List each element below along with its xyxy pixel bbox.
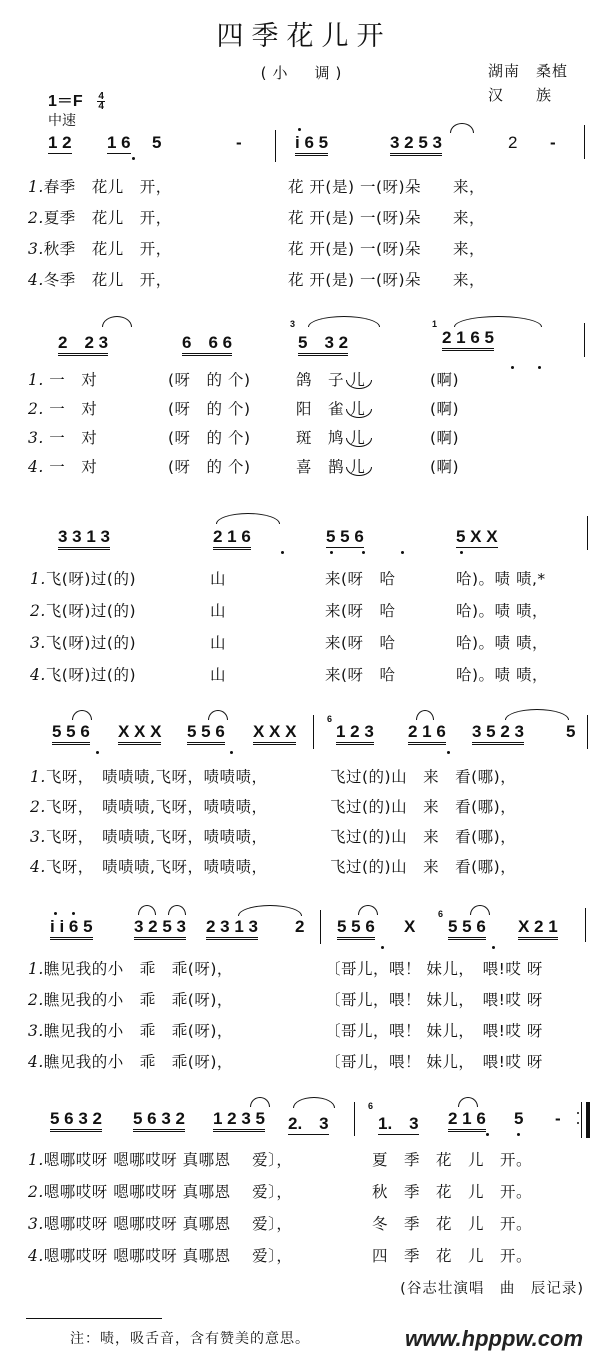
- origin-ethnicity: 汉 族: [488, 86, 553, 104]
- note-group: X X X: [253, 722, 296, 745]
- lyric-text: 哈)。啧 啧，: [456, 602, 548, 620]
- note-group: 1 2 3: [336, 722, 374, 745]
- lyric-text: 飞(呀)过(的): [45, 634, 136, 652]
- grace-note: 6: [438, 909, 444, 919]
- note-group: i 6 5: [295, 133, 328, 156]
- barline: [313, 715, 314, 749]
- lyric-line-4: [30, 663, 136, 685]
- lyric-line-3: [28, 426, 97, 448]
- lyric-text: 飞呀， 啧啧啧,飞呀，啧啧啧，: [45, 858, 268, 876]
- end-repeat-barline: [581, 1102, 590, 1138]
- note-group: 1 6: [107, 133, 131, 152]
- note-group: 3 2 5 3: [390, 133, 442, 156]
- barline: [584, 323, 585, 357]
- lyric-text: 哈)。啧 啧，: [456, 634, 548, 652]
- slur: [358, 905, 378, 915]
- note: 5: [566, 722, 576, 741]
- note-dash: -: [555, 1109, 561, 1128]
- barline: [584, 125, 585, 159]
- lyric-text: 飞呀， 啧啧啧,飞呀，啧啧啧，: [45, 798, 268, 816]
- lyric-text: (呀 的 个): [168, 458, 251, 476]
- note-group: 2 1 6 5: [442, 328, 494, 351]
- barline: [275, 130, 276, 162]
- lyric-text: (啊): [430, 371, 460, 389]
- slur: [72, 710, 92, 720]
- slur: [450, 123, 474, 133]
- barline: [587, 715, 588, 749]
- tempo-marking: 中速: [48, 113, 76, 129]
- lyric-text: 飞(呀)过(的): [45, 602, 136, 620]
- lyric-text: 〔哥儿，喂！ 妹儿， 喂!哎 呀: [325, 960, 543, 978]
- lyric-text: 山: [210, 666, 227, 684]
- verse-number: 4.: [28, 1247, 44, 1265]
- lyric-text: 哈)。啧 啧,*: [456, 570, 546, 588]
- slur: [416, 710, 434, 720]
- slur: [238, 905, 302, 916]
- slur: [208, 710, 228, 720]
- verse-number: 4.: [28, 271, 44, 289]
- lyric-text: 山: [210, 602, 227, 620]
- lyric-text: 〔哥儿，喂！ 妹儿， 喂!哎 呀: [325, 1022, 543, 1040]
- note-group: 5 5 6: [52, 722, 90, 745]
- verse-number: 3.: [30, 634, 46, 652]
- note-group: 2 1 6: [213, 527, 251, 550]
- verse-number: 3.: [28, 429, 44, 447]
- note-group: 2 3 1 3: [206, 917, 258, 940]
- lyric-text: 喜 鹊 儿: [296, 458, 366, 476]
- lyric-line-1: [30, 765, 267, 787]
- lyric-line-4: [30, 855, 267, 877]
- key-signature: [48, 88, 105, 111]
- lyric-text: 飞过(的)山 来 看(哪)，: [330, 768, 517, 786]
- note-dash: -: [236, 133, 242, 152]
- origin-region: 湖南 桑植: [488, 62, 569, 80]
- repeat-dot: [577, 1112, 579, 1114]
- verse-number: 1.: [28, 960, 44, 978]
- verse-number: 3.: [30, 828, 46, 846]
- lyric-text: 一 对: [49, 400, 98, 418]
- lyric-text: (啊): [430, 458, 460, 476]
- lyric-text: 飞呀， 啧啧啧,飞呀，啧啧啧，: [45, 828, 268, 846]
- lyric-text: 一 对: [49, 458, 98, 476]
- lyric-line-1: [30, 567, 136, 589]
- lyric-text: 来(呀 哈: [325, 570, 396, 588]
- lyric-text: 瞧见我的小 乖 乖(呀)，: [43, 1053, 233, 1071]
- lyric-line-1: [28, 175, 172, 197]
- lyric-text: 〔哥儿，喂！ 妹儿， 喂!哎 呀: [325, 1053, 543, 1071]
- lyric-line-3: [28, 237, 172, 259]
- lyric-text: 来(呀 哈: [325, 634, 396, 652]
- note-group: 1 2: [48, 133, 72, 152]
- lyric-text: 四 季 花 儿 开。: [372, 1247, 533, 1265]
- slur: [102, 316, 132, 327]
- note-group: 3 5 2 3: [472, 722, 524, 745]
- note-group: 3 3 1 3: [58, 527, 110, 550]
- lyric-line-2: [28, 988, 233, 1010]
- lyric-text: 飞过(的)山 来 看(哪)，: [330, 828, 517, 846]
- verse-number: 2.: [28, 400, 44, 418]
- lyric-text: 一 对: [49, 371, 98, 389]
- verse-number: 4.: [28, 1053, 44, 1071]
- verse-number: 4.: [30, 666, 46, 684]
- lyric-text: 嗯哪哎呀 嗯哪哎呀 真哪恩 爱〕，: [43, 1151, 293, 1169]
- lyric-text: 瞧见我的小 乖 乖(呀)，: [43, 1022, 233, 1040]
- lyric-text: (呀 的 个): [168, 400, 251, 418]
- verse-number: 1.: [28, 178, 44, 196]
- lyric-text: 冬 季 花 儿 开。: [372, 1215, 533, 1233]
- note-dash: -: [550, 133, 556, 152]
- lyric-text: 来(呀 哈: [325, 602, 396, 620]
- lyric-line-1: [28, 1148, 292, 1170]
- lyric-text: 山: [210, 634, 227, 652]
- barline: [354, 1102, 355, 1136]
- note-group: 1. 3: [378, 1109, 419, 1135]
- lyric-text: 瞧见我的小 乖 乖(呀)，: [43, 960, 233, 978]
- note-group: 6 6 6: [182, 328, 232, 356]
- note-group: X X X: [118, 722, 161, 745]
- lyric-text: 一 对: [49, 429, 98, 447]
- note-group: 2 1 6: [448, 1109, 486, 1132]
- lyric-line-3b: 花 开(是) 一(呀)朵 来，: [288, 240, 486, 258]
- lyric-text: 秋季 花儿 开，: [43, 240, 172, 258]
- lyric-text: 嗯哪哎呀 嗯哪哎呀 真哪恩 爱〕，: [43, 1215, 293, 1233]
- slur: [470, 905, 490, 915]
- time-sig-bottom: 4: [98, 101, 104, 113]
- lyric-text: 嗯哪哎呀 嗯哪哎呀 真哪恩 爱〕，: [43, 1183, 293, 1201]
- note-group: X 2 1: [518, 917, 558, 940]
- note-group: 3 2 5 3: [134, 917, 186, 940]
- slur: [250, 1097, 270, 1107]
- lyric-line-3: [28, 1212, 292, 1234]
- lyric-text: 飞过(的)山 来 看(哪)，: [330, 798, 517, 816]
- barline: [320, 910, 321, 944]
- verse-number: 2.: [28, 209, 44, 227]
- lyric-text: (呀 的 个): [168, 429, 251, 447]
- note-group: i i 6 5: [50, 917, 93, 940]
- lyric-text: 来(呀 哈: [325, 666, 396, 684]
- lyric-line-2: [28, 397, 97, 419]
- footnote-divider: [26, 1318, 162, 1319]
- verse-number: 4.: [30, 858, 46, 876]
- footnote: 注：啧，吸舌音，含有赞美的意思。: [70, 1331, 310, 1347]
- lyric-text: 春季 花儿 开，: [43, 178, 172, 196]
- lyric-text: (啊): [430, 400, 460, 418]
- lyric-text: 哈)。啧 啧，: [456, 666, 548, 684]
- lyric-line-1: [28, 368, 97, 390]
- slur: [454, 316, 542, 327]
- verse-number: 2.: [28, 1183, 44, 1201]
- slur: [505, 709, 569, 720]
- note-group: 1 2 3 5: [213, 1109, 265, 1132]
- barline: [587, 516, 588, 550]
- slur: [458, 1097, 478, 1107]
- lyric-line-2: [28, 206, 172, 228]
- time-signature: [97, 92, 105, 111]
- lyric-line-3: [30, 631, 136, 653]
- note: 2: [295, 917, 305, 936]
- note-group: 5: [152, 133, 162, 152]
- lyric-text: 夏季 花儿 开，: [43, 209, 172, 227]
- note-group: 5 5 6: [187, 722, 225, 745]
- slur: [216, 513, 280, 524]
- lyric-text: 冬季 花儿 开，: [43, 271, 172, 289]
- slur: [293, 1097, 335, 1108]
- note-group: 5 5 6: [337, 917, 375, 940]
- note-group: 5 6 3 2: [133, 1109, 185, 1132]
- verse-number: 3.: [28, 1022, 44, 1040]
- lyric-text: 嗯哪哎呀 嗯哪哎呀 真哪恩 爱〕，: [43, 1247, 293, 1265]
- lyric-line-4b: 花 开(是) 一(呀)朵 来，: [288, 271, 486, 289]
- note-group: 2 2 3: [58, 328, 108, 356]
- slur: [138, 905, 156, 915]
- barline: [585, 908, 586, 942]
- note-group: 2. 3: [288, 1109, 329, 1135]
- lyric-text: 飞(呀)过(的): [45, 570, 136, 588]
- lyric-text: 飞(呀)过(的): [45, 666, 136, 684]
- verse-number: 1.: [30, 768, 46, 786]
- lyric-line-3: [28, 1019, 233, 1041]
- lyric-line-4: [28, 455, 97, 477]
- lyric-line-2b: 花 开(是) 一(呀)朵 来，: [288, 209, 486, 227]
- note-group: 2 1 6: [408, 722, 446, 745]
- grace-note: 6: [327, 714, 333, 724]
- lyric-line-2: [30, 599, 136, 621]
- note-group: 5 6 3 2: [50, 1109, 102, 1132]
- lyric-line-2: [30, 795, 267, 817]
- verse-number: 3.: [28, 1215, 44, 1233]
- lyric-text: 夏 季 花 儿 开。: [372, 1151, 533, 1169]
- lyric-line-4: [28, 268, 172, 290]
- note-group: 5 5 6: [326, 527, 364, 546]
- lyric-text: 飞过(的)山 来 看(哪)，: [330, 858, 517, 876]
- note-group: 5 X X: [456, 527, 498, 546]
- lyric-line-1b: 花 开(是) 一(呀)朵 来，: [288, 178, 486, 196]
- song-genre: (小 调): [260, 64, 348, 82]
- verse-number: 1.: [30, 570, 46, 588]
- lyric-line-1: [28, 957, 233, 979]
- verse-number: 2.: [30, 602, 46, 620]
- lyric-text: 斑 鸠 儿: [296, 429, 366, 447]
- note-group: 5 5 6: [448, 917, 486, 940]
- site-watermark: www.hpppw.com: [405, 1326, 584, 1351]
- lyric-text: 飞呀， 啧啧啧,飞呀，啧啧啧，: [45, 768, 268, 786]
- note-group: 5 3 2: [298, 328, 348, 356]
- grace-note: 3: [290, 319, 296, 329]
- lyric-line-4: [28, 1244, 292, 1266]
- lyric-text: 秋 季 花 儿 开。: [372, 1183, 533, 1201]
- lyric-text: (呀 的 个): [168, 371, 251, 389]
- note: 5: [514, 1109, 524, 1128]
- lyric-text: 〔哥儿，喂！ 妹儿， 喂!哎 呀: [325, 991, 543, 1009]
- key-label: 1＝F: [48, 93, 83, 110]
- performer-credit: (谷志壮演唱 曲 辰记录): [400, 1281, 584, 1297]
- song-title: 四季花儿开: [216, 21, 392, 52]
- verse-number: 2.: [30, 798, 46, 816]
- lyric-text: 瞧见我的小 乖 乖(呀)，: [43, 991, 233, 1009]
- verse-number: 1.: [28, 1151, 44, 1169]
- lyric-line-3: [30, 825, 267, 847]
- grace-note: 6: [368, 1101, 374, 1111]
- repeat-dot: [577, 1122, 579, 1124]
- note: X: [404, 917, 416, 936]
- lyric-text: 鸽 子 儿: [296, 371, 366, 389]
- lyric-text: (啊): [430, 429, 460, 447]
- note: 2: [508, 133, 518, 152]
- verse-number: 4.: [28, 458, 44, 476]
- lyric-line-2: [28, 1180, 292, 1202]
- verse-number: 3.: [28, 240, 44, 258]
- time-sig-top: 4: [98, 91, 104, 103]
- grace-note: 1: [432, 319, 438, 329]
- lyric-text: 阳 雀 儿: [296, 400, 366, 418]
- lyric-line-4: [28, 1050, 233, 1072]
- lyric-text: 山: [210, 570, 227, 588]
- slur: [308, 316, 380, 327]
- slur: [168, 905, 186, 915]
- verse-number: 2.: [28, 991, 44, 1009]
- verse-number: 1.: [28, 371, 44, 389]
